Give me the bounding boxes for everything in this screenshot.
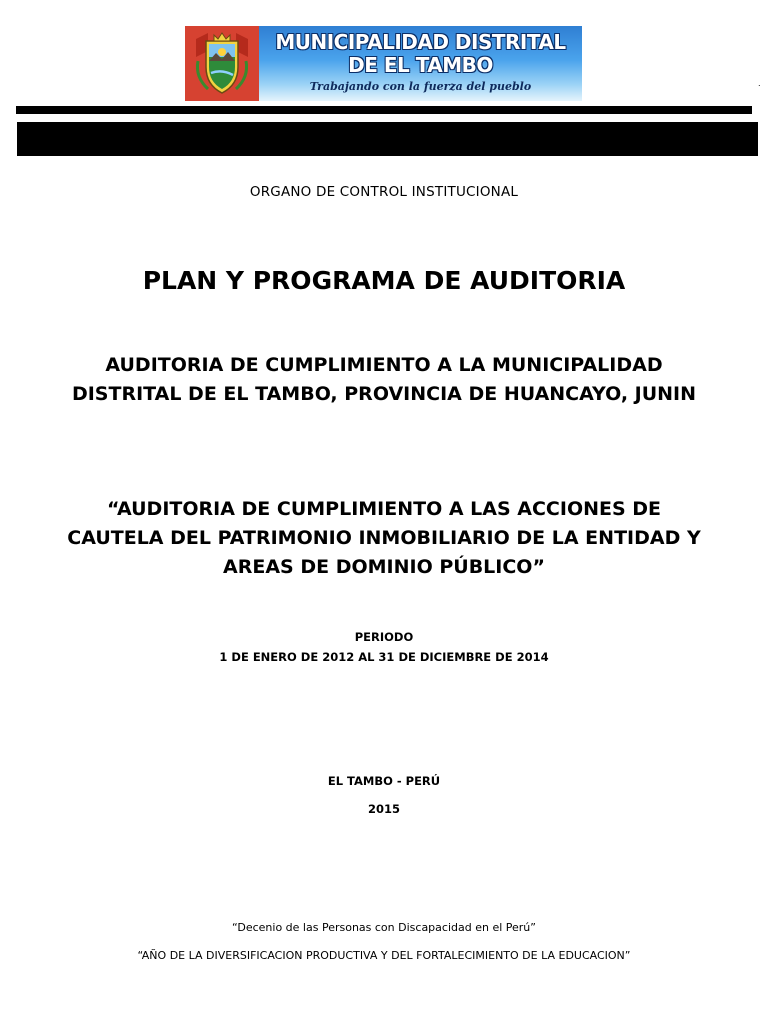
audit-subtitle-line: DISTRITAL DE EL TAMBO, PROVINCIA DE HUANCAYO, JUNIN [71,383,697,405]
periodo-range: 1 DE ENERO DE 2012 AL 31 DE DICIEMBRE DE 2014 [219,650,549,664]
logo-text-panel [259,26,582,101]
periodo-label: PERIODO [354,630,414,644]
logo-title-line1: MUNICIPALIDAD DISTRITAL [275,30,566,54]
organo-heading: ORGANO DE CONTROL INSTITUCIONAL [249,184,519,200]
audit-quote-line: CAUTELA DEL PATRIMONIO INMOBILIARIO DE LA ENTIDAD Y [67,527,701,549]
document-title: PLAN Y PROGRAMA DE AUDITORIA [142,266,626,295]
audit-subtitle [0,351,768,409]
stray-mark: . [758,79,761,88]
audit-quote-line: “AUDITORIA DE CUMPLIMIENTO A LAS ACCIONES DE [106,498,662,520]
logo-title-line2: DE EL TAMBO [348,53,493,77]
header-rule-thin [16,106,752,114]
audit-subtitle-line: AUDITORIA DE CUMPLIMIENTO A LA MUNICIPALIDAD [105,354,663,376]
audit-quote-title [0,495,768,582]
municipality-logo-banner [185,26,582,101]
year-text: 2015 [367,802,400,816]
municipal-crest-icon [185,26,259,101]
header-rule-thick [17,122,758,156]
logo-slogan: Trabajando con la fuerza del pueblo [309,80,532,93]
decenio-motto: “Decenio de las Personas con Discapacidad en el Perú” [232,921,536,934]
location-text: EL TAMBO - PERÚ [327,774,441,788]
audit-quote-line: AREAS DE DOMINIO PÚBLICO” [223,556,545,578]
year-motto: “AÑO DE LA DIVERSIFICACION PRODUCTIVA Y DEL FORTALECIMIENTO DE LA EDUCACION” [137,949,631,962]
